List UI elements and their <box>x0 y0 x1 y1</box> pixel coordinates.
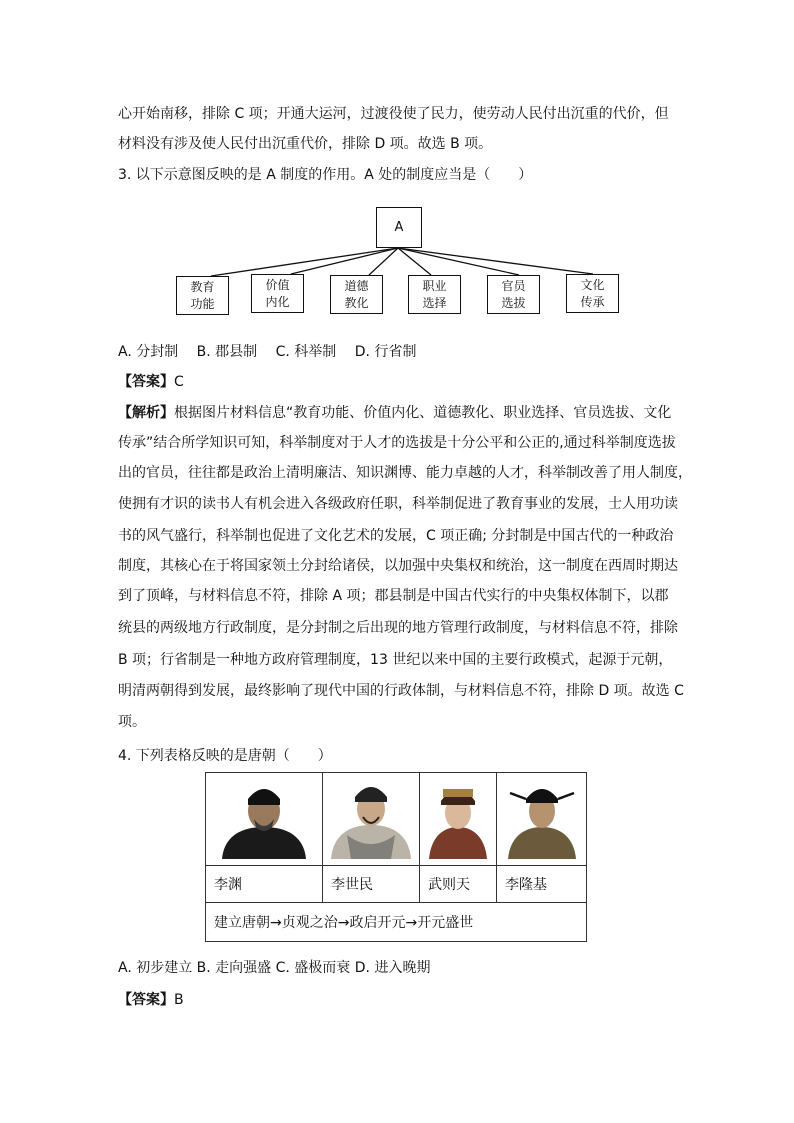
diagram-node-moral <box>330 275 383 314</box>
analysis-label: 【解析】 <box>118 405 174 421</box>
answer-label: 【答案】 <box>118 374 174 390</box>
portrait-wu-zetian <box>425 775 491 859</box>
diagram-node-line: 价值 <box>265 277 290 292</box>
diagram-connectors <box>0 0 794 330</box>
portrait-cell <box>497 773 587 866</box>
answer-label: 【答案】 <box>118 992 174 1008</box>
analysis-text: 根据图片材料信息“教育功能、价值内化、道德教化、职业选择、官员选拔、文化 <box>174 405 672 421</box>
question-4-options: A. 初步建立 B. 走向强盛 C. 盛极而衰 D. 进入晚期 <box>118 960 431 976</box>
diagram-node-line: 教化 <box>344 295 369 310</box>
portrait-cell <box>206 773 323 866</box>
analysis-line: 制度，其核心在于将国家领土分封给诸侯，以加强中央集权和统治，这一制度在西周时期达 <box>118 558 678 574</box>
question-4-answer <box>118 990 184 1010</box>
diagram-root-a <box>376 207 422 248</box>
answer-value: C <box>174 374 184 390</box>
question-4-stem: 4. 下列表格反映的是唐朝（ ） <box>118 748 332 764</box>
diagram-node-line: 选择 <box>422 295 447 310</box>
portrait-cell <box>420 773 497 866</box>
portrait-row <box>206 773 587 866</box>
answer-value: B <box>174 992 184 1008</box>
question-3-options: A. 分封制 B. 郡县制 C. 科举制 D. 行省制 <box>118 344 417 360</box>
emperor-name: 李隆基 <box>497 866 587 903</box>
portrait-cell <box>323 773 420 866</box>
portrait-li-yuan <box>214 775 314 859</box>
diagram-node-value <box>251 274 304 313</box>
analysis-line: 书的风气盛行，科举制也促进了文化艺术的发展，C 项正确; 分封制是中国古代的一种政治 <box>118 528 674 544</box>
diagram-node-line: 道德 <box>344 278 369 293</box>
emperor-name: 武则天 <box>420 866 497 903</box>
name-row <box>206 866 587 903</box>
diagram-node-line: 文化 <box>580 277 605 292</box>
diagram-node-career <box>408 275 461 314</box>
analysis-line: 传承”结合所学知识可知，科举制度对于人才的选拔是十分公平和公正的,通过科举制度选拔 <box>118 435 676 451</box>
diagram-node-line: 职业 <box>422 278 447 293</box>
diagram-root-label: A <box>394 220 404 235</box>
analysis-line: 明清两朝得到发展，最终影响了现代中国的行政体制，与材料信息不符，排除 D 项。故选 C <box>118 683 684 699</box>
diagram-node-education <box>176 276 229 315</box>
portrait-li-shimin <box>327 775 415 859</box>
diagram-node-line: 选拔 <box>501 295 526 310</box>
diagram-node-line: 内化 <box>265 294 290 309</box>
analysis-line: B 项；行省制是一种地方政府管理制度，13 世纪以来中国的主要行政模式，起源于元朝， <box>118 652 673 668</box>
analysis-line: 使拥有才识的读书人有机会进入各级政府任职，科举制促进了教育事业的发展，士人用功读 <box>118 496 678 512</box>
analysis-line: 项。 <box>118 714 146 730</box>
diagram-node-official <box>487 275 540 314</box>
summary-row <box>206 903 587 942</box>
emperor-name: 李世民 <box>323 866 420 903</box>
emperor-name: 李渊 <box>206 866 323 903</box>
timeline-summary: 建立唐朝→贞观之治→政启开元→开元盛世 <box>206 903 587 942</box>
portrait-li-longji <box>502 775 582 859</box>
intro-line: 心开始南移，排除 C 项；开通大运河，过渡役使了民力，使劳动人民付出沉重的代价，但 <box>118 106 669 122</box>
diagram-node-culture <box>566 274 619 313</box>
diagram-node-line: 功能 <box>190 296 215 311</box>
intro-line: 材料没有涉及使人民付出沉重代价，排除 D 项。故选 B 项。 <box>118 136 493 152</box>
analysis-line: 到了顶峰，与材料信息不符，排除 A 项；郡县制是中国古代实行的中央集权体制下，以郡 <box>118 588 669 604</box>
question-3-answer <box>118 372 184 392</box>
analysis-line: 出的官员，往往都是政治上清明廉洁、知识渊博、能力卓越的人才，科举制改善了用人制度， <box>118 465 692 481</box>
analysis-line <box>118 403 671 423</box>
diagram-node-line: 传承 <box>580 294 605 309</box>
diagram-node-line: 官员 <box>501 278 526 293</box>
analysis-line: 统县的两级地方行政制度，是分封制之后出现的地方管理行政制度，与材料信息不符，排除 <box>118 620 678 636</box>
question-3-stem: 3. 以下示意图反映的是 A 制度的作用。A 处的制度应当是（ ） <box>118 167 533 183</box>
emperor-table <box>205 772 587 942</box>
diagram-node-line: 教育 <box>190 279 215 294</box>
